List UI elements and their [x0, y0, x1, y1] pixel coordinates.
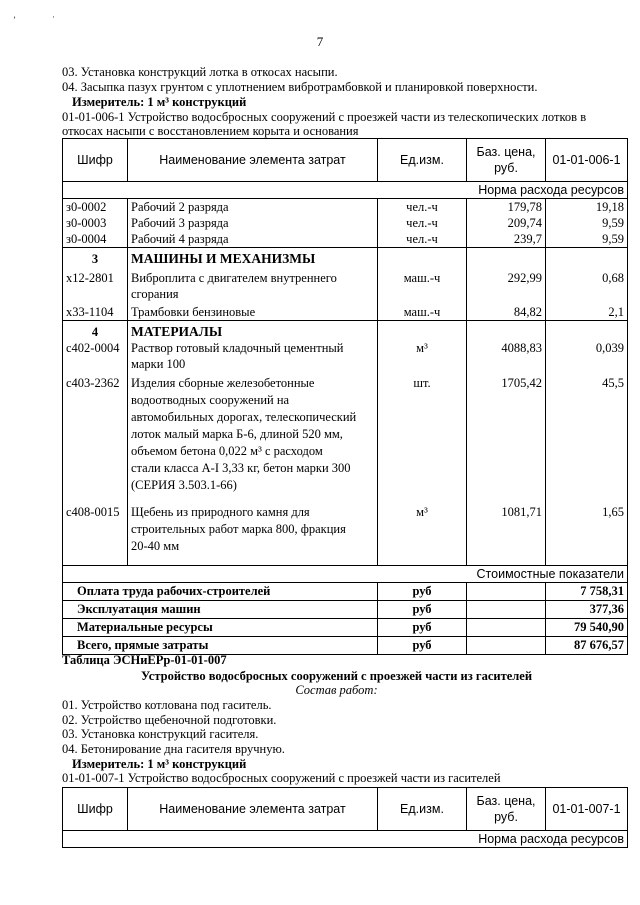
work-step: 04. Засыпка пазух грунтом с уплотнением вибротрамбовкой и планировкой поверхности. [62, 80, 538, 94]
row-name: автомобильных дорогах, телескопический [131, 410, 357, 424]
col-header-unit: Ед.изм. [378, 139, 467, 182]
row-price: 239,7 [467, 231, 546, 248]
col-header-norm: 01-01-006-1 [546, 139, 628, 182]
row-norm: 9,59 [546, 231, 628, 248]
row-norm: 1,65 [546, 494, 628, 555]
section-title: МАШИНЫ И МЕХАНИЗМЫ [128, 248, 378, 268]
row-code: х33-1104 [63, 302, 128, 321]
row-norm: 0,68 [546, 267, 628, 302]
col-header-code: Шифр [63, 139, 128, 182]
row-name: Рабочий 3 разряда [128, 215, 378, 231]
row-unit: чел.-ч [378, 215, 467, 231]
row-name: сгорания [131, 287, 179, 301]
work-step: 01. Устройство котлована под гаситель. [62, 698, 272, 712]
table-title: Устройство водосбросных сооружений с проезжей части из гасителей [140, 669, 533, 683]
item-title-line: 01-01-007-1 Устройство водосбросных сооружений с проезжей части из гасителей [62, 771, 501, 785]
row-name: 20-40 мм [131, 539, 180, 553]
resource-table [62, 787, 628, 848]
row-norm: 19,18 [546, 199, 628, 216]
row-code: з0-0004 [63, 231, 128, 248]
total-unit: руб [378, 636, 467, 654]
total-label: Всего, прямые затраты [63, 636, 378, 654]
total-row [63, 600, 628, 618]
row-unit: чел.-ч [378, 231, 467, 248]
work-step: 03. Установка конструкций гасителя. [62, 727, 259, 741]
section-label: Норма расхода ресурсов [63, 182, 628, 199]
table-row [63, 340, 628, 372]
item-title-line: откосах насыпи с восстановлением корыта и основания [62, 124, 359, 138]
work-step: 03. Установка конструкций лотка в откосах насыпи. [62, 65, 338, 79]
row-unit: м³ [378, 340, 467, 372]
col-header-price: Баз. цена, руб. [467, 788, 546, 831]
section-number: 3 [63, 248, 128, 268]
row-price: 292,99 [467, 267, 546, 302]
table-row [63, 494, 628, 555]
row-code: с403-2362 [63, 372, 128, 494]
section-heading-row [63, 248, 628, 268]
row-unit: м³ [378, 494, 467, 555]
section-number: 4 [63, 321, 128, 341]
total-label: Материальные ресурсы [63, 618, 378, 636]
row-price: 4088,83 [467, 340, 546, 372]
table-row [63, 372, 628, 494]
total-label: Оплата труда рабочих-строителей [63, 582, 378, 600]
row-name: Раствор готовый кладочный цементный [131, 341, 344, 355]
table-header-row [63, 788, 628, 831]
row-name: Рабочий 4 разряда [128, 231, 378, 248]
row-price: 1705,42 [467, 372, 546, 494]
section-title: МАТЕРИАЛЫ [128, 321, 378, 341]
row-name: Виброплита с двигателем внутреннего [131, 271, 337, 285]
section-label: Стоимостные показатели [63, 565, 628, 582]
row-name: Изделия сборные железобетонные [131, 376, 315, 390]
total-row [63, 618, 628, 636]
row-norm: 2,1 [546, 302, 628, 321]
row-name: лоток малый марка Б-6, длиной 520 мм, [131, 427, 343, 441]
table-row [63, 267, 628, 302]
works-label: Состав работ: [295, 683, 378, 697]
corner-mark: ʼ [13, 15, 16, 25]
total-unit: руб [378, 600, 467, 618]
col-header-name: Наименование элемента затрат [128, 788, 378, 831]
row-name: строительных работ марка 800, фракция [131, 522, 346, 536]
total-unit: руб [378, 582, 467, 600]
table-row [63, 231, 628, 248]
col-header-code: Шифр [63, 788, 128, 831]
row-code: х12-2801 [63, 267, 128, 302]
row-name: водоотводных сооружений на [131, 393, 290, 407]
row-norm: 0,039 [546, 340, 628, 372]
total-value: 7 758,31 [546, 582, 628, 600]
row-price: 84,82 [467, 302, 546, 321]
table-row [63, 215, 628, 231]
row-code: з0-0003 [63, 215, 128, 231]
col-header-name: Наименование элемента затрат [128, 139, 378, 182]
row-name: Щебень из природного камня для [131, 505, 310, 519]
row-code: с402-0004 [63, 340, 128, 372]
col-header-unit: Ед.изм. [378, 788, 467, 831]
work-step: 02. Устройство щебеночной подготовки. [62, 713, 277, 727]
total-unit: руб [378, 618, 467, 636]
meter-label: Измеритель: 1 м³ конструкций [72, 757, 247, 771]
row-norm: 9,59 [546, 215, 628, 231]
row-price: 179,78 [467, 199, 546, 216]
table-header-row [63, 139, 628, 182]
row-name: (СЕРИЯ 3.503.1-66) [131, 478, 237, 492]
table-row [63, 302, 628, 321]
row-code: з0-0002 [63, 199, 128, 216]
row-name: Трамбовки бензиновые [128, 302, 378, 321]
meter-label: Измеритель: 1 м³ конструкций [72, 95, 247, 109]
row-unit: маш.-ч [378, 302, 467, 321]
corner-mark: · [52, 12, 55, 22]
work-step: 04. Бетонирование дна гасителя вручную. [62, 742, 285, 756]
row-unit: чел.-ч [378, 199, 467, 216]
row-name: стали класса А-I 3,33 кг, бетон марки 300 [131, 461, 351, 475]
row-name: марки 100 [131, 357, 186, 371]
row-price: 1081,71 [467, 494, 546, 555]
total-label: Эксплуатация машин [63, 600, 378, 618]
row-code: с408-0015 [63, 494, 128, 555]
resource-table [62, 138, 628, 655]
total-value: 87 676,57 [546, 636, 628, 654]
row-price: 209,74 [467, 215, 546, 231]
col-header-price: Баз. цена, руб. [467, 139, 546, 182]
row-unit: шт. [378, 372, 467, 494]
page-number: 7 [316, 34, 324, 49]
total-value: 79 540,90 [546, 618, 628, 636]
row-norm: 45,5 [546, 372, 628, 494]
total-value: 377,36 [546, 600, 628, 618]
item-title-line: 01-01-006-1 Устройство водосбросных сооружений с проезжей части из телескопических лотков в [62, 110, 587, 124]
col-header-norm: 01-01-007-1 [546, 788, 628, 831]
table-id: Таблица ЭСНиЕРр-01-01-007 [62, 653, 227, 667]
row-unit: маш.-ч [378, 267, 467, 302]
table-row [63, 199, 628, 216]
total-row [63, 636, 628, 654]
row-name: Рабочий 2 разряда [128, 199, 378, 216]
section-label: Норма расхода ресурсов [63, 831, 628, 848]
row-name: объемом бетона 0,022 м³ с расходом [131, 444, 323, 458]
total-row [63, 582, 628, 600]
section-heading-row [63, 321, 628, 341]
